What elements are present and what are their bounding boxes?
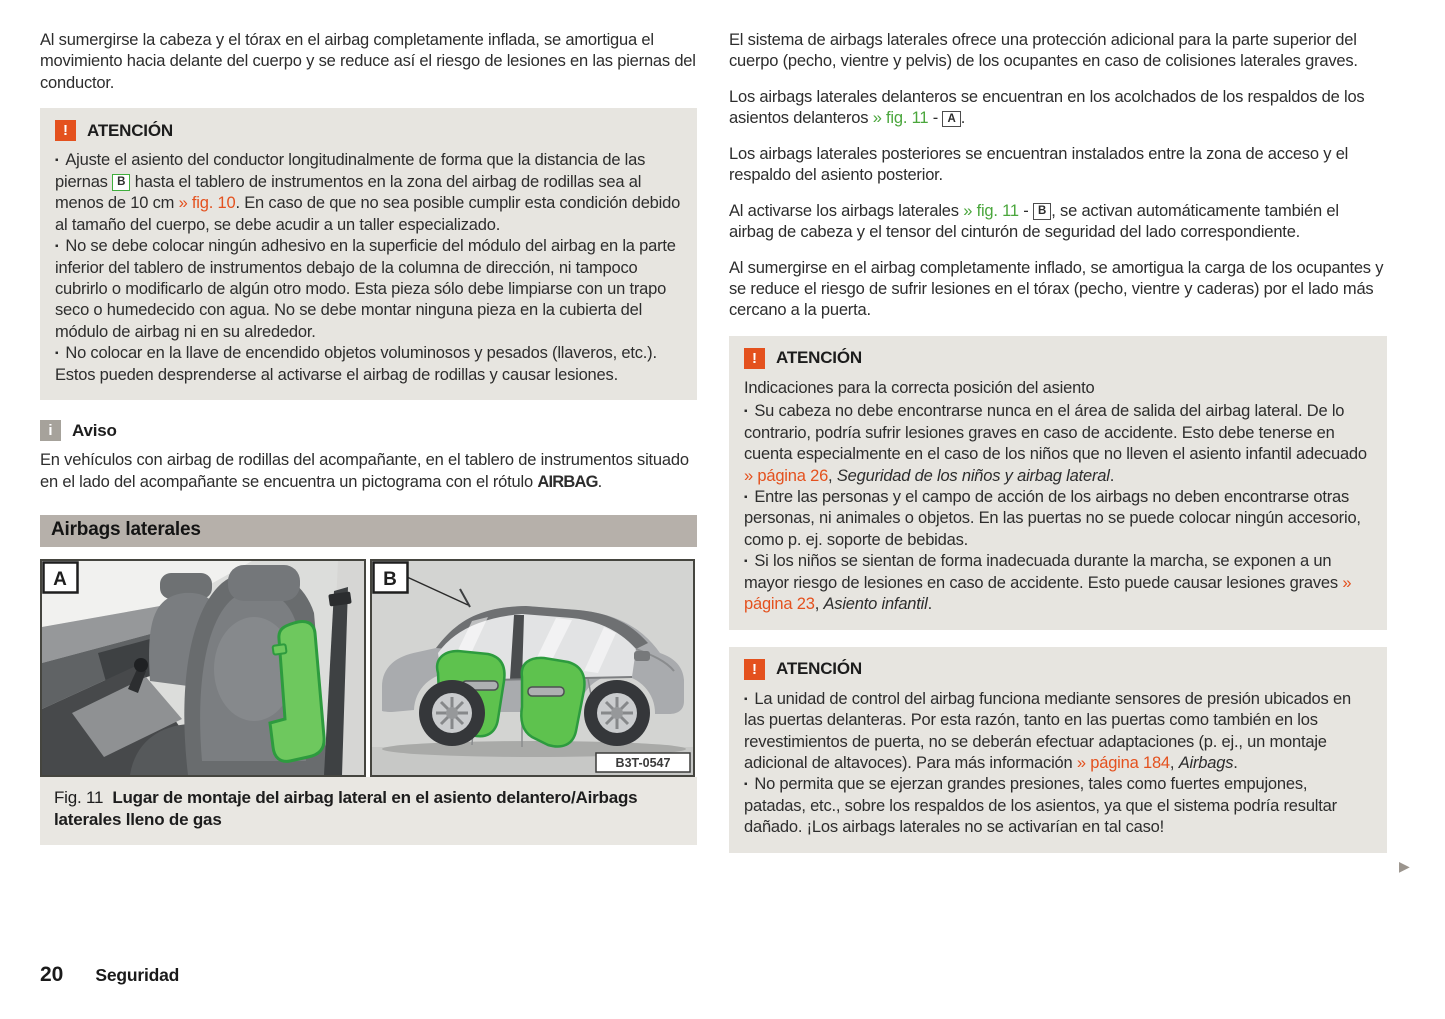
attention-bullet-list [744, 401, 1372, 615]
cross-reference-link[interactable]: » página 184 [1076, 753, 1170, 772]
bullet-item [744, 401, 1372, 487]
body-paragraph [729, 144, 1387, 187]
attention-box-control-unit [729, 647, 1387, 853]
figure-caption [40, 777, 697, 845]
attention-box-seat-position [729, 336, 1387, 630]
page-number: 20 [40, 963, 64, 986]
bullet-marker: ▪ [744, 556, 748, 568]
body-paragraph [729, 30, 1387, 73]
seat-interior-illustration [42, 561, 364, 775]
attention-bullet-list [55, 150, 682, 386]
figure-11 [40, 559, 697, 845]
text-run: . [960, 109, 966, 128]
attention-title-row [744, 348, 1372, 369]
cross-reference-link[interactable]: » fig. 10 [178, 194, 236, 213]
attention-title: ATENCIÓN [87, 120, 173, 140]
bullet-marker: ▪ [744, 492, 748, 503]
warning-icon: ! [55, 120, 76, 141]
aviso-title-row [40, 420, 697, 441]
reference-title: Asiento infantil [823, 595, 928, 614]
text-run: hasta el tablero de instrumentos en la zona del airbag de rodillas sea al menos de 10 cm [55, 172, 642, 213]
text-run: Al activarse los airbags laterales [729, 201, 964, 220]
text-run: , [1169, 753, 1179, 772]
attention-box-knee-airbag [40, 108, 697, 400]
bullet-item [55, 150, 682, 236]
cross-reference-link[interactable]: » página 26 [744, 466, 829, 485]
text-run: , [828, 466, 837, 485]
text-run: . [927, 595, 932, 614]
figure-key-badge: A [942, 111, 960, 128]
text-run: . [597, 472, 603, 491]
text-run: No se debe colocar ningún adhesivo en la superficie del módulo del airbag en la parte inferior del tablero de instrumentos debajo de la columna de dirección, ni tampoco cubrirlo o modificarlo de algún otro modo. Esta pieza sólo debe limpiarse con un trapo seco o humedecido con agua. No se debe montar ninguna pieza en la cubierta del módulo de airbag ni en su alrededor. [55, 237, 676, 341]
text-run: Entre las personas y el campo de acción de los airbags no deben encontrarse otras personas, ni animales o objetos. En las puertas no se puede colocar ningún accesorio, como p. ej. soporte de bebidas. [744, 488, 1361, 549]
text-run: , [814, 595, 824, 614]
cross-reference-link[interactable]: » fig. 11 [963, 201, 1019, 220]
text-run: Su cabeza no debe encontrarse nunca en el área de salida del airbag lateral. De lo contrario, podría sufrir lesiones graves en caso de accidente. Esto debe tenerse en cuenta especialmente en el caso de los niños que no lleven el asiento infantil adecuado [744, 402, 1367, 464]
body-paragraphs [729, 30, 1387, 322]
bullet-item [744, 487, 1372, 551]
reference-title: Airbags [1178, 753, 1234, 772]
text-run: Al sumergirse en el airbag completamente inflado, se amortigua la carga de los ocupantes y se reduce el riesgo de sufrir lesiones en el tórax (pecho, vientre y caderas) por el lado más cercano a la puerta. [729, 258, 1384, 320]
airbag-label: AIRBAG [537, 472, 598, 491]
front-headrest [228, 565, 300, 601]
rear-wheel [419, 680, 485, 746]
attention-title-row [55, 120, 682, 141]
bullet-item [744, 689, 1372, 775]
side-mirror [634, 651, 650, 661]
figure-key-badge: B [112, 174, 130, 191]
bullet-item [744, 774, 1372, 838]
front-door-handle [528, 687, 564, 696]
figure-panel-b [370, 559, 695, 777]
panel-b-label: B [383, 569, 397, 590]
aviso-paragraph [40, 450, 697, 493]
bullet-marker: ▪ [55, 348, 59, 360]
text-run: , se activan automáticamente también el airbag de cabeza y el tensor del cinturón de seguridad del lado correspondiente. [729, 201, 1339, 242]
attention-title: ATENCIÓN [776, 348, 862, 368]
text-run: - [1018, 201, 1033, 220]
figure-caption-number: Fig. 11 [54, 788, 104, 807]
front-wheel [584, 680, 650, 746]
footer-section-title: Seguridad [95, 965, 180, 985]
right-column [729, 30, 1387, 870]
figure-images [40, 559, 697, 777]
figure-panel-a [40, 559, 366, 777]
text-run: La unidad de control del airbag funciona mediante sensores de presión ubicados en las puertas delanteras. Por esta razón, tanto en las puertas como también en los revestimientos de puerta, no se deberán efectuar adaptaciones (p. ej., un montaje adicional de altavoces). Para más información [744, 689, 1351, 772]
text-run: Al sumergirse la cabeza y el tórax en el airbag completamente inflada, se amortigua el movimiento hacia delante del cuerpo y se reduce así el riesgo de lesiones en las piernas del conductor. [40, 31, 696, 92]
car-side-illustration [372, 561, 693, 775]
bullet-marker: ▪ [744, 406, 748, 418]
cross-reference-link[interactable]: » página 23 [744, 573, 1352, 614]
text-run: - [928, 109, 943, 128]
panel-a-label: A [53, 569, 67, 590]
bullet-item [55, 236, 682, 343]
bullet-item [55, 343, 682, 386]
section-header-airbags-laterales: Airbags laterales [40, 515, 697, 547]
intro-paragraph [40, 30, 697, 94]
text-run: No permita que se ejerzan grandes presiones, tales como fuertes empujones, patadas, etc., sobre los respaldos de los asientos, ya que el sistema podría resultar dañado. ¡Los airbags laterales no se activarían en tal caso! [744, 775, 1337, 837]
attention-bullet-list [744, 689, 1372, 839]
attention-title: ATENCIÓN [776, 659, 862, 679]
aviso-section [40, 420, 697, 493]
warning-icon: ! [744, 348, 765, 369]
bullet-marker: ▪ [744, 693, 748, 705]
text-run: Ajuste el asiento del conductor longitudinalmente de forma que la distancia de las piernas [55, 151, 646, 191]
continuation-arrow-icon: ▶ [1399, 858, 1410, 874]
figure-key-badge: B [1033, 203, 1051, 220]
bullet-marker: ▪ [55, 155, 59, 167]
body-paragraph [729, 87, 1387, 130]
text-run: . [1109, 466, 1115, 485]
text-run: Los airbags laterales posteriores se encuentran instalados entre la zona de acceso y el respaldo del asiento posterior. [729, 144, 1349, 185]
text-run: Los airbags laterales delanteros se encuentran en los acolchados de los respaldos de los asientos delanteros [729, 87, 1365, 128]
figure-caption-text: Lugar de montaje del airbag lateral en el asiento delantero/Airbags laterales lleno de gas [54, 788, 638, 830]
text-run: En vehículos con airbag de rodillas del acompañante, en el tablero de instrumentos situado en el lado del acompañante se encuentra un pictograma con el rótulo [40, 451, 689, 491]
front-door-airbag [521, 658, 584, 747]
warning-icon: ! [744, 659, 765, 680]
bullet-marker: ▪ [744, 779, 748, 791]
image-code: B3T-0547 [615, 756, 671, 770]
cross-reference-link[interactable]: » fig. 11 [872, 109, 929, 128]
body-paragraph [729, 201, 1387, 244]
reference-title: Seguridad de los niños y airbag lateral [836, 466, 1110, 485]
attention-intro-line: Indicaciones para la correcta posición del asiento [744, 378, 1095, 397]
page-footer [40, 963, 179, 987]
attention-title-row [744, 659, 1372, 680]
body-paragraph [729, 258, 1387, 322]
bullet-marker: ▪ [55, 241, 59, 253]
text-run: El sistema de airbags laterales ofrece una protección adicional para la parte superior del cuerpo (pecho, vientre y pelvis) de los ocupantes en caso de colisiones laterales graves. [729, 31, 1358, 71]
text-run: . En caso de que no sea posible cumplir esta condición debido al tamaño del cuerpo, se debe acudir a un taller especializado. [55, 194, 681, 234]
aviso-title: Aviso [72, 420, 117, 440]
text-run: No colocar en la llave de encendido objetos voluminosos y pesados (llaveros, etc.). Estos pueden desprenderse al activarse el airbag de rodillas y causar lesiones. [55, 344, 657, 384]
left-column [40, 30, 697, 870]
text-run: . [1233, 753, 1238, 772]
text-run: Si los niños se sientan de forma inadecuada durante la marcha, se exponen a un mayor riesgo de lesiones en caso de accidente. Esto puede causar lesiones graves [744, 552, 1343, 592]
bullet-item [744, 551, 1372, 615]
info-icon: i [40, 420, 61, 441]
